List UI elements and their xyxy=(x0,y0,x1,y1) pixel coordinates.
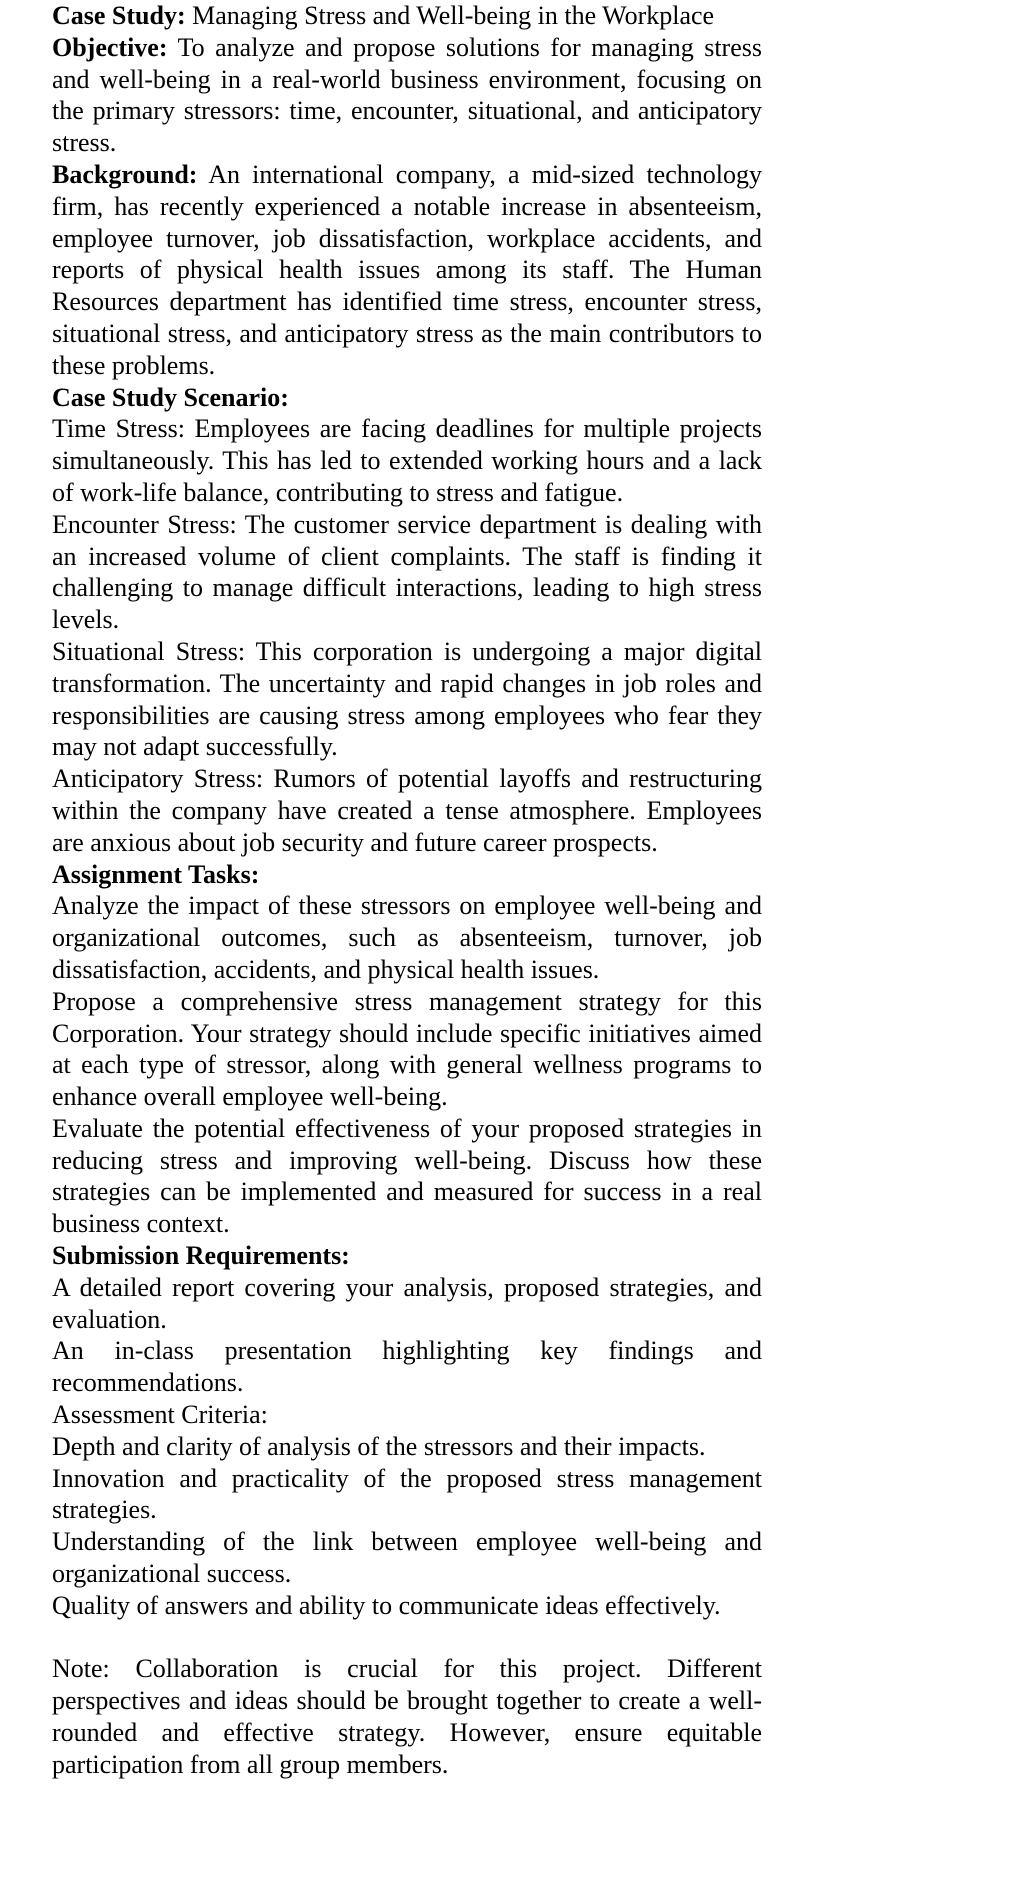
document xyxy=(52,0,762,1781)
scenario-encounter-stress: Encounter Stress: The customer service department is dealing with an increased volume of client complaints. The staff is finding it challenging to manage difficult interactions, leading to high stress levels. xyxy=(52,509,762,635)
scenario-time-stress: Time Stress: Employees are facing deadlines for multiple projects simultaneously. This has led to extended working hours and a lack of work-life balance, contributing to stress and fatigue. xyxy=(52,414,762,507)
assessment-heading: Assessment Criteria: xyxy=(52,1400,268,1430)
objective-label: Objective: xyxy=(52,32,168,62)
note-paragraph: Note: Collaboration is crucial for this project. Different perspectives and ideas should be brought together to create a well-rounded and effective strategy. However, ensure equitable participation from all group members. xyxy=(52,1654,762,1779)
assessment-depth: Depth and clarity of analysis of the stressors and their impacts. xyxy=(52,1431,706,1461)
scenario-situational-stress: Situational Stress: This corporation is undergoing a major digital transformation. The uncertainty and rapid changes in job roles and responsibilities are causing stress among employees who fear they may not adapt successfully. xyxy=(52,636,762,762)
case-study-label: Case Study: xyxy=(52,1,186,30)
objective-text: To analyze and propose solutions for managing stress and well-being in a real-world business environment, focusing on the primary stressors: time, encounter, situational, and anticipatory stress. xyxy=(52,32,762,158)
tasks-heading: Assignment Tasks: xyxy=(52,859,260,889)
submission-presentation: An in-class presentation highlighting key findings and recommendations. xyxy=(52,1336,762,1398)
submission-report: A detailed report covering your analysis, proposed strategies, and evaluation. xyxy=(52,1272,762,1334)
assessment-innovation: Innovation and practicality of the proposed stress management strategies. xyxy=(52,1463,762,1525)
blank-line xyxy=(52,1622,762,1654)
submission-heading: Submission Requirements: xyxy=(52,1241,350,1271)
objective-paragraph xyxy=(52,32,762,159)
assessment-quality: Quality of answers and ability to communicate ideas effectively. xyxy=(52,1590,721,1620)
assessment-understanding: Understanding of the link between employee well-being and organizational success. xyxy=(52,1527,762,1589)
task-propose: Propose a comprehensive stress management strategy for this Corporation. Your strategy should include specific initiatives aimed at each type of stressor, along with general wellness programs to enhance overall employee well-being. xyxy=(52,986,762,1112)
case-study-title xyxy=(52,0,762,32)
task-analyze: Analyze the impact of these stressors on employee well-being and organizational outcomes, such as absenteeism, turnover, job dissatisfaction, accidents, and physical health issues. xyxy=(52,891,762,984)
scenario-heading: Case Study Scenario: xyxy=(52,382,289,412)
background-text: An international company, a mid-sized technology firm, has recently experienced a notable increase in absenteeism, employee turnover, job dissatisfaction, workplace accidents, and reports of physical health issues among its staff. The Human Resources department has identified time stress, encounter stress, situational stress, and anticipatory stress as the main contributors to these problems. xyxy=(52,159,762,380)
background-paragraph xyxy=(52,159,762,382)
task-evaluate: Evaluate the potential effectiveness of your proposed strategies in reducing stress and improving well-being. Discuss how these strategies can be implemented and measured for success in a real business context. xyxy=(52,1113,762,1239)
case-study-title-text: Managing Stress and Well-being in the Workplace xyxy=(192,1,715,30)
scenario-anticipatory-stress: Anticipatory Stress: Rumors of potential layoffs and restructuring within the company have created a tense atmosphere. Employees are anxious about job security and future career prospects. xyxy=(52,764,762,857)
background-label: Background: xyxy=(52,159,198,189)
